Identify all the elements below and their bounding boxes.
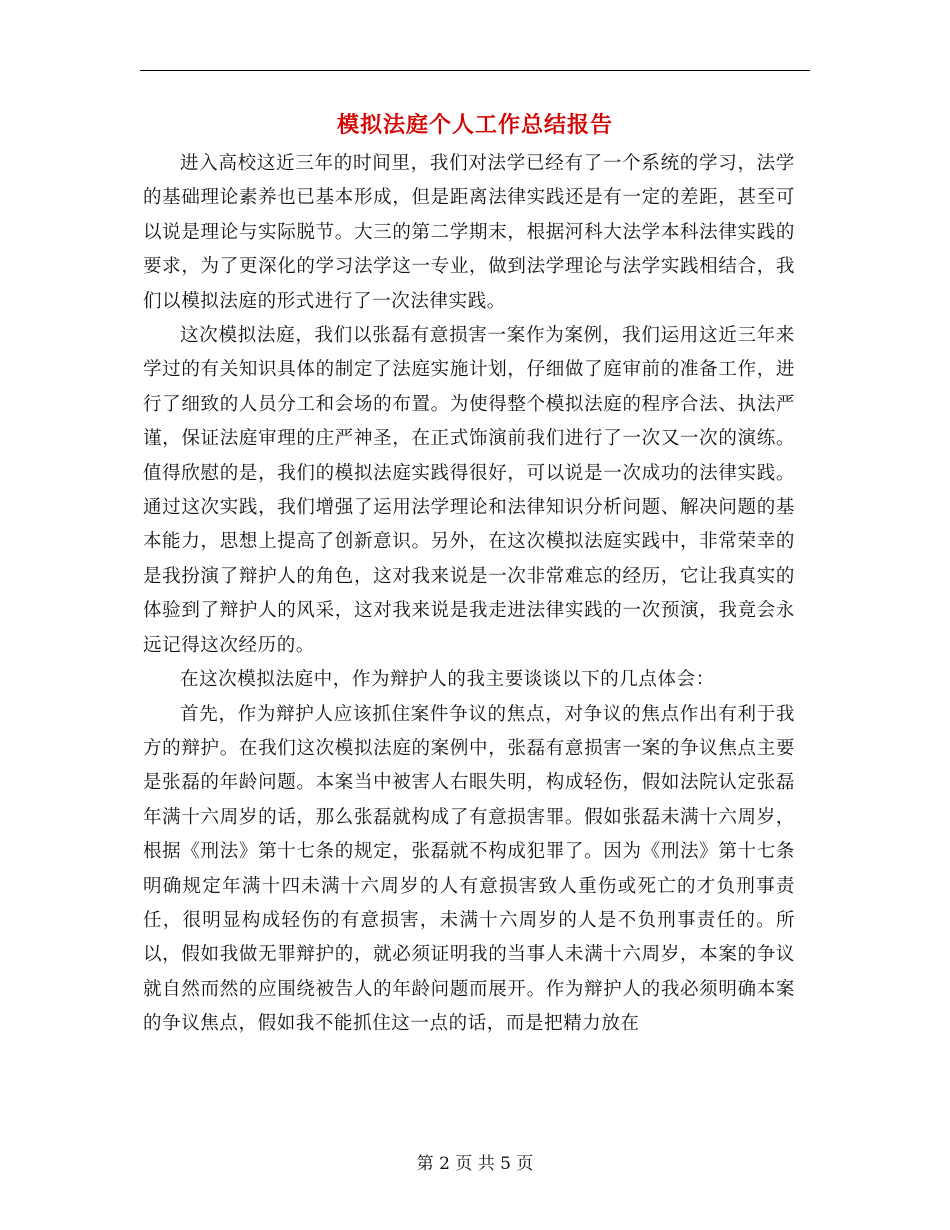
- document-body: [143, 147, 795, 1042]
- paragraph-moot-court: 这次模拟法庭，我们以张磊有意损害一案作为案例，我们运用这近三年来学过的有关知识具体的制定了法庭实施计划，仔细做了庭审前的准备工作，进行了细致的人员分工和会场的布置。为使得整个模拟法庭的程序合法、执法严谨，保证法庭审理的庄严神圣，在正式饰演前我们进行了一次又一次的演练。值得欣慰的是，我们的模拟法庭实践得很好，可以说是一次成功的法律实践。通过这次实践，我们增强了运用法学理论和法律知识分析问题、解决问题的基本能力，思想上提高了创新意识。另外，在这次模拟法庭实践中，非常荣幸的是我扮演了辩护人的角色，这对我来说是一次非常难忘的经历，它让我真实的体验到了辩护人的风采，这对我来说是我走进法律实践的一次预演，我竟会永远记得这次经历的。: [143, 325, 795, 656]
- paragraph-first-point: 首先，作为辩护人应该抓住案件争议的焦点，对争议的焦点作出有利于我方的辩护。在我们这次模拟法庭的案例中，张磊有意损害一案的争议焦点主要是张磊的年龄问题。本案当中被害人右眼失明，构成轻伤，假如法院认定张磊年满十六周岁的话，那么张磊就构成了有意损害罪。假如张磊未满十六周岁，根据《刑法》第十七条的规定，张磊就不构成犯罪了。因为《刑法》第十七条明确规定年满十四未满十六周岁的人有意损害致人重伤或死亡的才负刑事责任，很明显构成轻伤的有意损害，未满十六周岁的人是不负刑事责任的。所以，假如我做无罪辩护的，就必须证明我的当事人未满十六周岁，本案的争议就自然而然的应围绕被告人的年龄问题而展开。作为辩护人的我必须明确本案的争议焦点，假如我不能抓住这一点的话，而是把精力放在: [143, 703, 795, 1035]
- page-footer: 第 2 页 共 5 页: [416, 1154, 534, 1174]
- header-rule: [140, 70, 810, 71]
- document-title: 模拟法庭个人工作总结报告: [336, 112, 613, 138]
- paragraph-reflections-lead: 在这次模拟法庭中，作为辩护人的我主要谈谈以下的几点体会：: [180, 669, 715, 691]
- paragraph-intro: 进入高校这近三年的时间里，我们对法学已经有了一个系统的学习，法学的基础理论素养也已基本形成，但是距离法律实践还是有一定的差距，甚至可以说是理论与实际脱节。大三的第二学期末，根据河科大法学本科法律实践的要求，为了更深化的学习法学这一专业，做到法学理论与法学实践相结合，我们以模拟法庭的形式进行了一次法律实践。: [143, 153, 795, 312]
